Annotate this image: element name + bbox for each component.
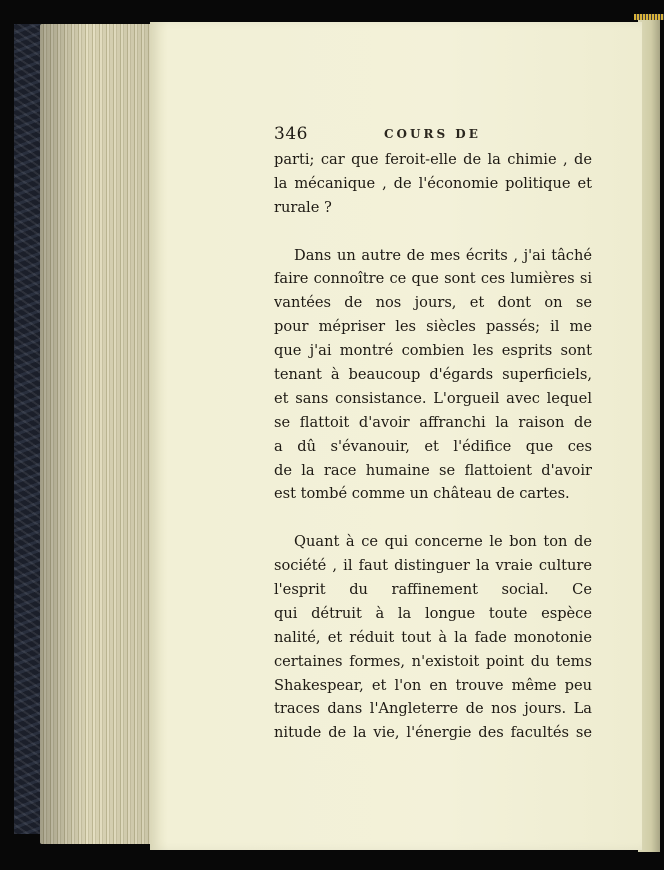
text-line: de la race humaine se flattoient d'avoir [274, 461, 592, 479]
text-line: et sans consistance. L'orgueil avec lequel [274, 389, 592, 407]
text-line: l'esprit du raffinement social. Ce [274, 581, 592, 599]
page-number: 346 [274, 124, 308, 144]
text-line: traces dans l'Angleterre de nos jours. La [274, 700, 592, 718]
running-head: COURS DE [384, 127, 481, 141]
body-text [274, 148, 592, 745]
text-line: société , il faut distinguer la vraie culture [274, 557, 592, 575]
text-line: parti; car que feroit-elle de la chimie , de [274, 151, 592, 168]
text-line: Shakespear, et l'on en trouve même peu [274, 676, 592, 694]
text-line: qui détruit à la longue toute espèce [274, 604, 592, 622]
text-line: la mécanique , de l'économie politique et [274, 174, 592, 192]
text-line: nalité, et réduit tout à la fade monotonie [274, 628, 592, 646]
text-line: rurale ? [274, 198, 332, 216]
text-line: Quant à ce qui concerne le bon ton de [294, 533, 592, 551]
text-line: a dû s'évanouir, et l'édifice que ces [274, 437, 592, 455]
page-stack-shadow [40, 24, 160, 844]
text-line: est tombé comme un château de cartes. [274, 485, 570, 503]
text-line: Dans un autre de mes écrits , j'ai tâché [294, 246, 592, 264]
text-line: vantées de nos jours, et dont on se [274, 294, 592, 312]
text-line: nitude de la vie, l'énergie des facultés se [274, 724, 592, 742]
page-header [274, 124, 604, 148]
text-line: que j'ai montré combien les esprits sont [274, 342, 592, 360]
color-calibration-strip [634, 14, 664, 20]
text-line: pour mépriser les siècles passés; il me [274, 318, 592, 336]
text-line: certaines formes, n'existoit point du tems [274, 652, 592, 670]
text-line: tenant à beaucoup d'égards superficiels, [274, 366, 592, 384]
text-line: se flattoit d'avoir affranchi la raison de [274, 413, 592, 431]
text-line: faire connoître ce que sont ces lumières si [274, 270, 592, 288]
